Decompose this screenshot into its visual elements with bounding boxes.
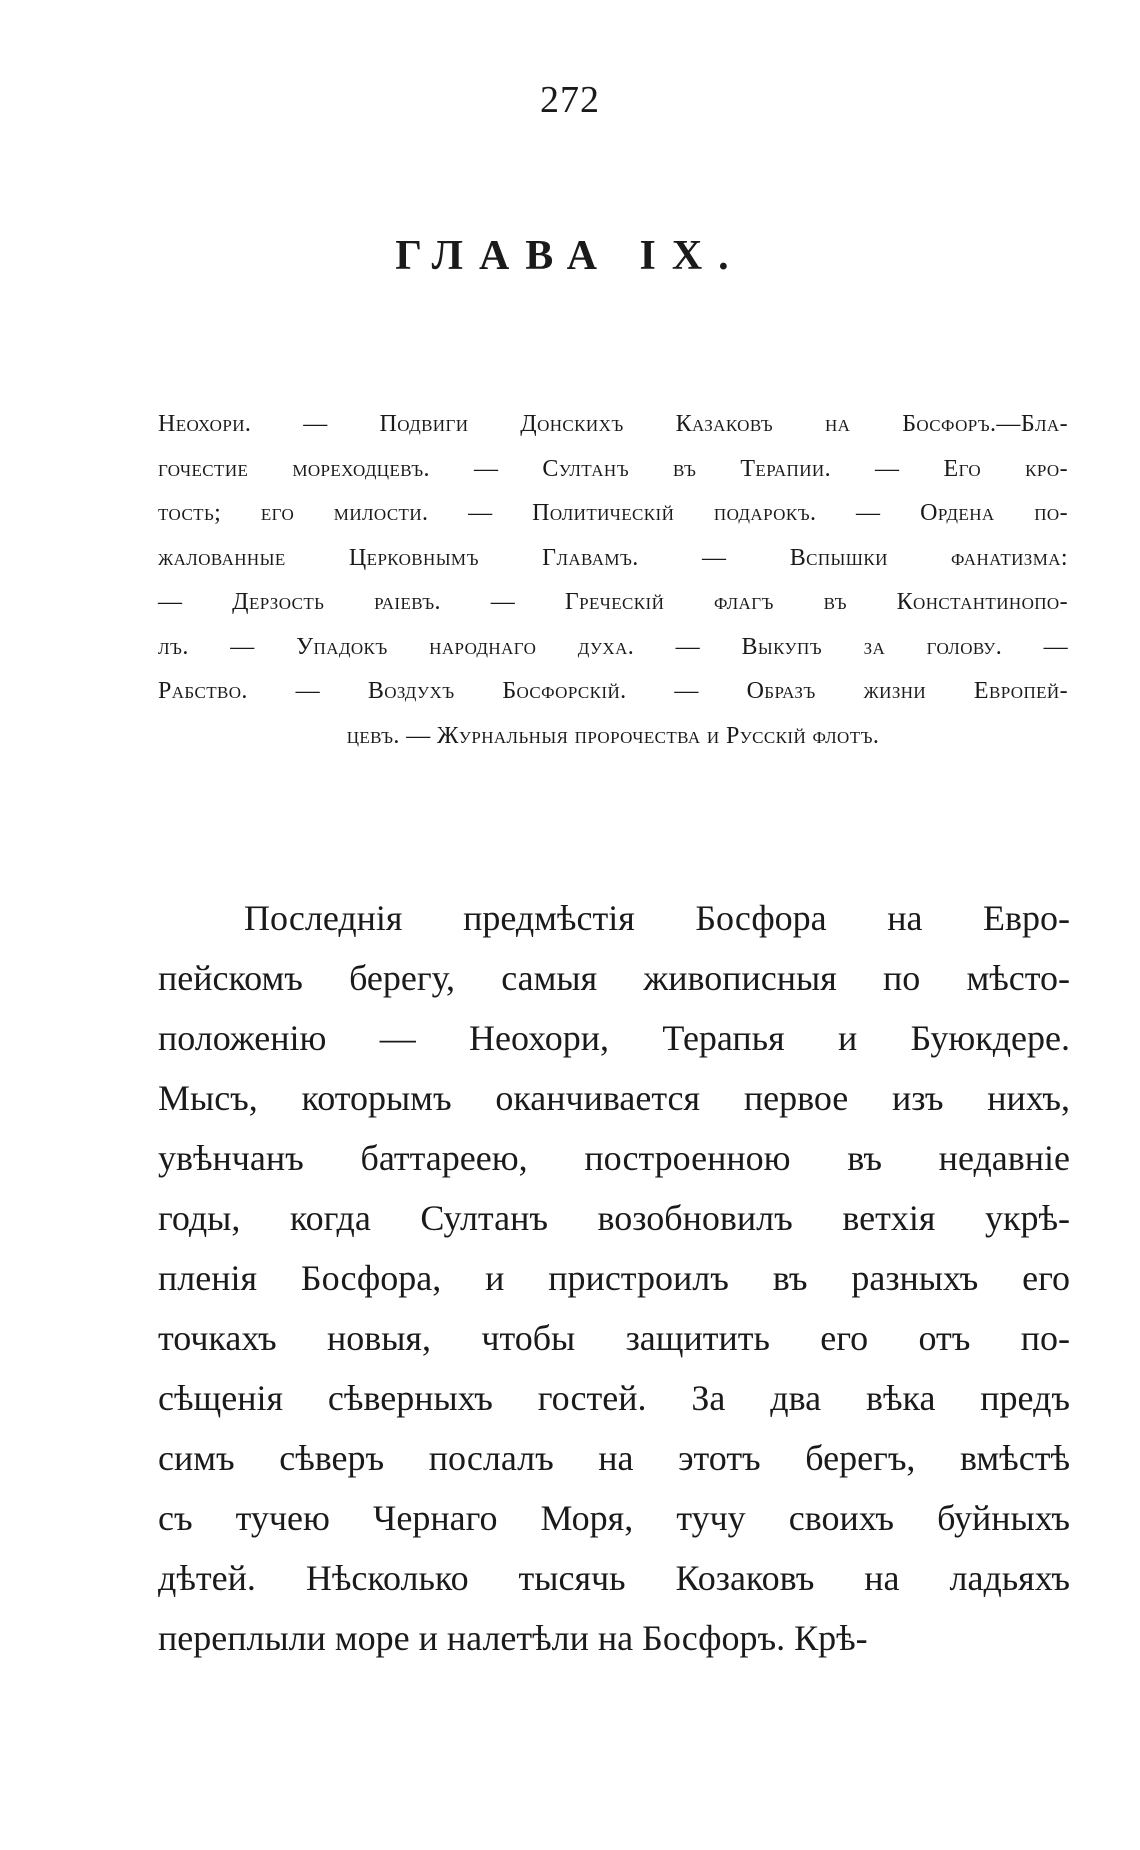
- chapter-summary: [158, 402, 1068, 758]
- summary-line: Рабство. — Воздухъ Босфорскій. — Образъ жизни Европей-: [158, 678, 1068, 704]
- body-line: точкахъ новыя, чтобы защитить его отъ по-: [158, 1318, 1070, 1358]
- body-line: годы, когда Султанъ возобновилъ ветхія укрѣ-: [158, 1198, 1070, 1238]
- body-line: Последнія предмѣстія Босфора на Евро-: [244, 898, 1070, 938]
- body-line: увѣнчанъ баттареею, построенною въ недавніе: [158, 1138, 1070, 1178]
- body-line: симъ сѣверъ послалъ на этотъ берегъ, вмѣстѣ: [158, 1438, 1070, 1478]
- body-line: положенію — Неохори, Терапья и Буюкдере.: [158, 1018, 1070, 1058]
- body-line: съ тучею Чернаго Моря, тучу своихъ буйныхъ: [158, 1498, 1070, 1538]
- body-line: дѣтей. Нѣсколько тысячь Козаковъ на ладьяхъ: [158, 1558, 1070, 1598]
- body-line: пейскомъ берегу, самыя живописныя по мѣсто-: [158, 958, 1070, 998]
- summary-line: — Дерзость раіевъ. — Греческій флагъ въ Константинопо-: [158, 589, 1068, 615]
- body-line: пленія Босфора, и пристроилъ въ разныхъ его: [158, 1258, 1070, 1298]
- summary-line: цевъ. — Журнальныя пророчества и Русскій флотъ.: [346, 722, 880, 749]
- summary-line: жалованные Церковнымъ Главамъ. — Вспышки фанатизма:: [158, 544, 1068, 571]
- page-number: 272: [540, 79, 600, 121]
- summary-line: лъ. — Упадокъ народнаго духа. — Выкупъ за голову. —: [158, 633, 1068, 660]
- body-line: сѣщенія сѣверныхъ гостей. За два вѣка предъ: [158, 1378, 1070, 1418]
- summary-line: гочестие мореходцевъ. — Султанъ въ Терапии. — Его кро-: [158, 455, 1068, 482]
- chapter-title: ГЛАВА IX.: [395, 233, 745, 279]
- summary-line: Неохори. — Подвиги Донскихъ Казаковъ на Босфоръ.—Бла-: [158, 411, 1068, 437]
- body-line: Мысъ, которымъ оканчивается первое изъ нихъ,: [158, 1078, 1070, 1118]
- body-line: переплыли море и налетѣли на Босфоръ. Крѣ-: [158, 1618, 868, 1658]
- summary-line: тость; его милости. — Политическій подарокъ. — Ордена по-: [158, 500, 1068, 526]
- body-text: [158, 888, 1070, 1668]
